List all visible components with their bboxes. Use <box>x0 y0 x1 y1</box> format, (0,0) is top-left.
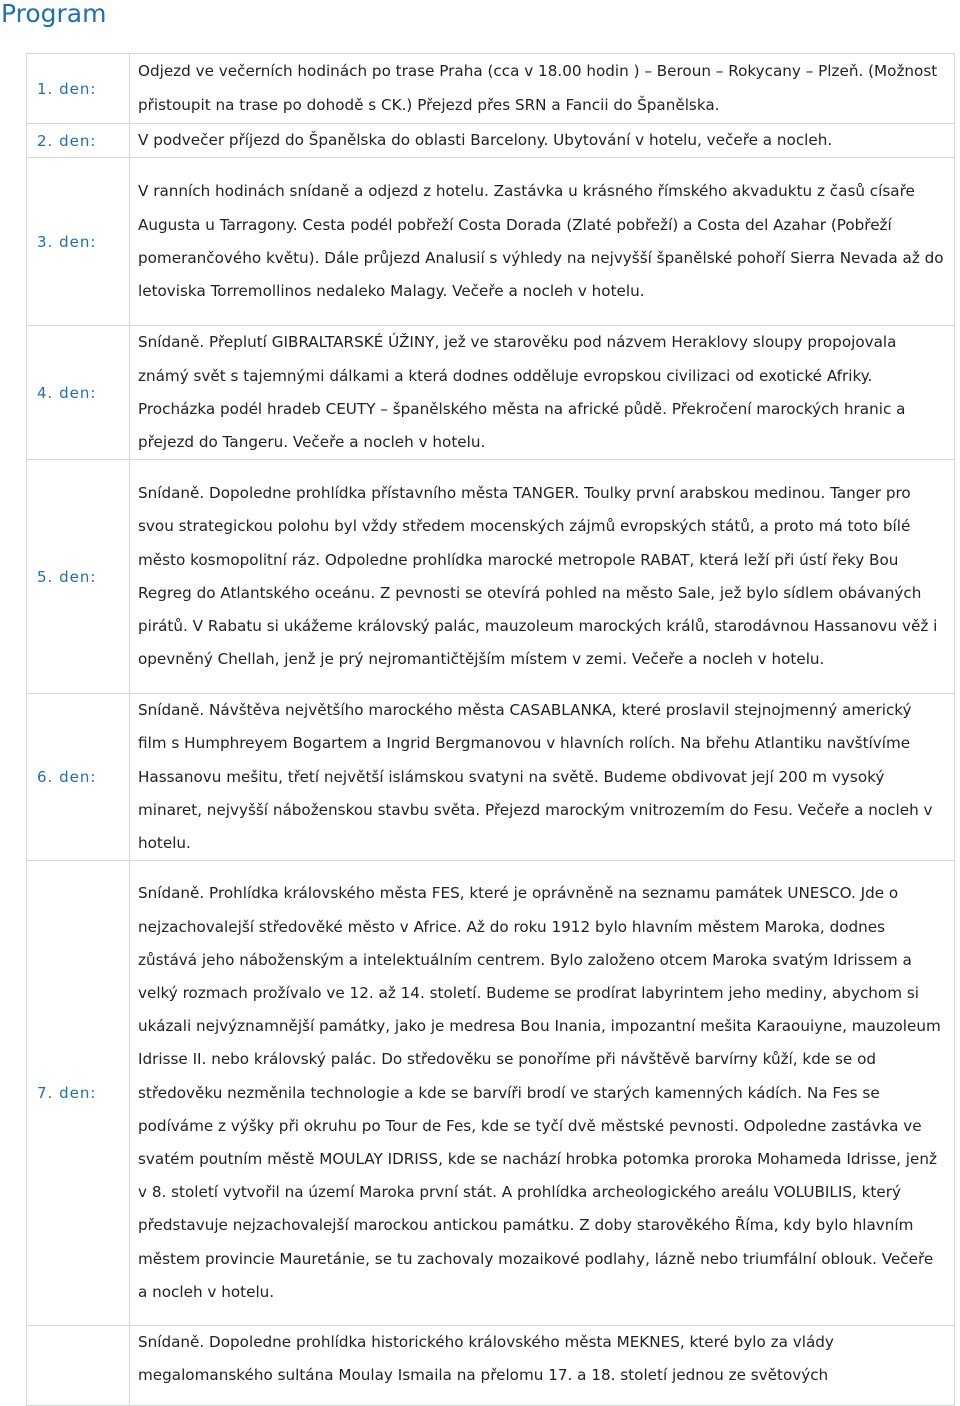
table-row <box>27 1326 955 1406</box>
day-description: Odjezd ve večerních hodinách po trase Praha (cca v 18.00 hodin ) – Beroun – Rokycany – Plzeň. (Možnost přistoupit na trase po dohodě s CK.) Přejezd přes SRN a Fancii do Španělska. <box>130 54 955 124</box>
day-label: 5. den: <box>27 460 130 694</box>
day-label: 4. den: <box>27 326 130 460</box>
day-label: 7. den: <box>27 861 130 1326</box>
day-description: V ranních hodinách snídaně a odjezd z hotelu. Zastávka u krásného římského akvaduktu z časů císaře Augusta u Tarragony. Cesta podél pobřeží Costa Dorada (Zlaté pobřeží) a Costa del Azahar (Pobřeží pomerančového květu). Dále průjezd Analusií s výhledy na nejvyšší španělské pohoří Sierra Nevada až do letoviska Torremollinos nedaleko Malagy. Večeře a nocleh v hotelu. <box>130 158 955 326</box>
day-description: Snídaně. Dopoledne prohlídka historického královského města MEKNES, které bylo za vlády megalomanského sultána Moulay Ismaila na přelomu 17. a 18. století jednou ze světových <box>130 1326 955 1406</box>
day-label: 6. den: <box>27 694 130 861</box>
day-label <box>27 1326 130 1406</box>
day-label: 1. den: <box>27 54 130 124</box>
day-label: 2. den: <box>27 124 130 158</box>
day-label: 3. den: <box>27 158 130 326</box>
day-description: Snídaně. Návštěva největšího marockého města CASABLANKA, které proslavil stejnojmenný americký film s Humphreyem Bogartem a Ingrid Bergmanovou v hlavních rolích. Na břehu Atlantiku navštívíme Hassanovu mešitu, třetí největší islámskou svatyni na světě. Budeme obdivovat její 200 m vysoký minaret, nejvyšší náboženskou stavbu světa. Přejezd marockým vnitrozemím do Fesu. Večeře a nocleh v hotelu. <box>130 694 955 861</box>
page-title: Program <box>1 0 107 28</box>
table-row <box>27 158 955 326</box>
table-row <box>27 124 955 158</box>
table-row <box>27 326 955 460</box>
table-row <box>27 694 955 861</box>
table-row <box>27 861 955 1326</box>
day-description: Snídaně. Přeplutí GIBRALTARSKÉ ÚŽINY, jež ve starověku pod názvem Heraklovy sloupy propojovala známý svět s tajemnými dálkami a která dodnes odděluje evropskou civilizaci od exotické Afriky. Procházka podél hradeb CEUTY – španělského města na africké půdě. Překročení marockých hranic a přejezd do Tangeru. Večeře a nocleh v hotelu. <box>130 326 955 460</box>
day-description: V podvečer příjezd do Španělska do oblasti Barcelony. Ubytování v hotelu, večeře a nocleh. <box>130 124 955 158</box>
day-description: Snídaně. Dopoledne prohlídka přístavního města TANGER. Toulky první arabskou medinou. Tanger pro svou strategickou polohu byl vždy středem mocenských zájmů evropských států, a proto má toto bílé město kosmopolitní ráz. Odpoledne prohlídka marocké metropole RABAT, která leží při ústí řeky Bou Regreg do Atlantského oceánu. Z pevnosti se otevírá pohled na město Sale, jež bylo sídlem obávaných pirátů. V Rabatu si ukážeme královský palác, mauzoleum marockých králů, starodávnou Hassanovu věž i opevněný Chellah, jenž je prý nejromantičtějším místem v zemi. Večeře a nocleh v hotelu. <box>130 460 955 694</box>
table-row <box>27 460 955 694</box>
program-table <box>26 53 955 1406</box>
day-description: Snídaně. Prohlídka královského města FES, které je oprávněně na seznamu památek UNESCO. Jde o nejzachovalejší středověké město v Africe. Až do roku 1912 bylo hlavním městem Maroka, dodnes zůstává jeho náboženským a intelektuálním centrem. Bylo založeno otcem Maroka svatým Idrissem a velký rozmach prožívalo ve 12. až 14. století. Budeme se prodírat labyrintem jeho mediny, abychom si ukázali nejvýznamnější památky, jako je medresa Bou Inania, impozantní mešita Karaouiyne, mauzoleum Idrisse II. nebo královský palác. Do středověku se ponoříme při návštěvě barvírny kůží, kde se od středověku nezměnila technologie a kde se barvíři brodí ve starých kamenných kádích. Na Fes se podíváme z výšky při okruhu po Tour de Fes, kde se tyčí dvě městské pevnosti. Odpoledne zastávka ve svatém poutním městě MOULAY IDRISS, kde se nachází hrobka potomka proroka Mohameda Idrisse, jenž v 8. století vytvořil na území Maroka první stát. A prohlídka archeologického areálu VOLUBILIS, který představuje nejzachovalejší marockou antickou památku. Z doby starověkého Říma, kdy bylo hlavním městem provincie Mauretánie, se tu zachovaly mozaikové podlahy, lázně nebo triumfální oblouk. Večeře a nocleh v hotelu. <box>130 861 955 1326</box>
table-row <box>27 54 955 124</box>
